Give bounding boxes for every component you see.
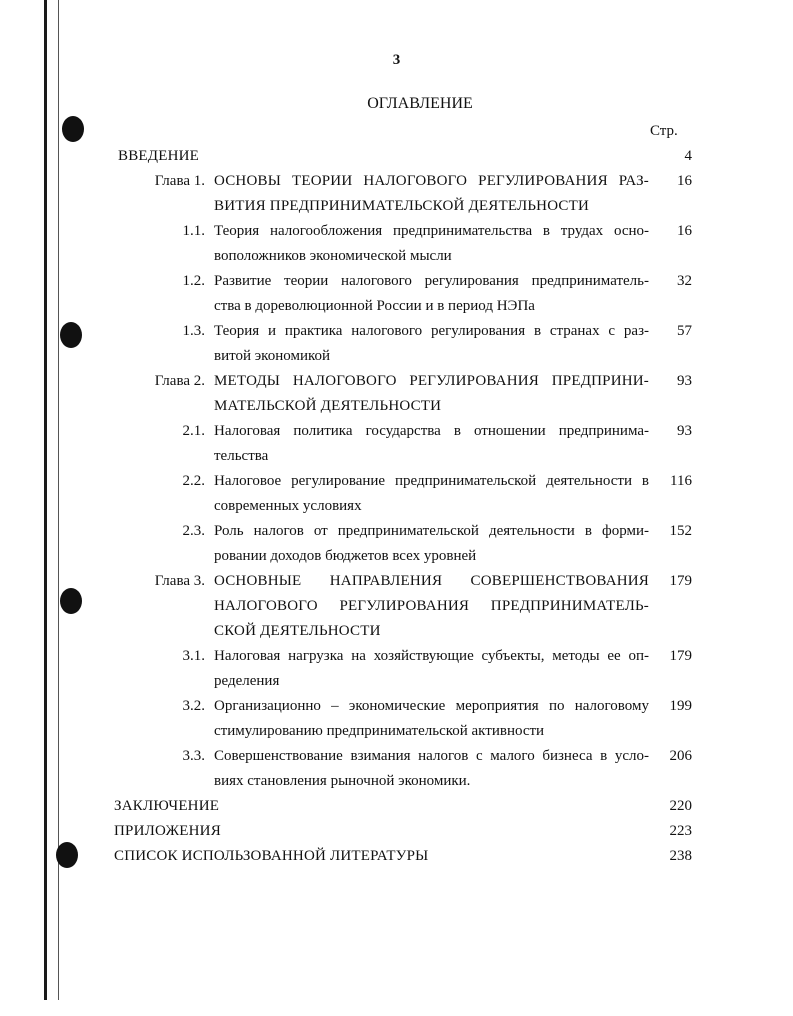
- punch-hole: [60, 588, 82, 614]
- toc-page-number: 16: [677, 223, 692, 239]
- toc-page-number: 4: [684, 148, 692, 164]
- toc-entry-text: Налоговая политика государства в отношении предпринима-: [214, 423, 649, 439]
- toc-entry-text: МЕТОДЫ НАЛОГОВОГО РЕГУЛИРОВАНИЯ ПРЕДПРИНИ-: [214, 373, 649, 389]
- toc-entry-text: ОСНОВНЫЕ НАПРАВЛЕНИЯ СОВЕРШЕНСТВОВАНИЯ: [214, 573, 649, 589]
- toc-entry-text: Налоговая нагрузка на хозяйствующие субъекты, методы ее оп-: [214, 648, 649, 664]
- toc-entry-text: ределения: [214, 673, 280, 689]
- page-number: 3: [392, 52, 401, 68]
- toc-entry-text: Теория и практика налогового регулирования в странах с раз-: [214, 323, 649, 339]
- toc-entry-text: воположников экономической мысли: [214, 248, 452, 264]
- toc-entry-text: современных условиях: [214, 498, 362, 514]
- toc-page-number: 179: [669, 648, 692, 664]
- toc-entry-text: НАЛОГОВОГО РЕГУЛИРОВАНИЯ ПРЕДПРИНИМАТЕЛЬ-: [214, 598, 649, 614]
- toc-entry-text: Теория налогообложения предпринимательства в трудах осно-: [214, 223, 649, 239]
- toc-page-number: 93: [677, 373, 692, 389]
- toc-entry-text: Развитие теории налогового регулирования предприниматель-: [214, 273, 649, 289]
- toc-entry-text: тельства: [214, 448, 269, 464]
- toc-entry-text: ВИТИЯ ПРЕДПРИНИМАТЕЛЬСКОЙ ДЕЯТЕЛЬНОСТИ: [214, 198, 590, 214]
- toc-entry-label: 2.1.: [182, 423, 205, 439]
- toc-section-title: ПРИЛОЖЕНИЯ: [114, 823, 221, 839]
- toc-page-number: 16: [677, 173, 692, 189]
- toc-entry-text: ровании доходов бюджетов всех уровней: [214, 548, 477, 564]
- toc-entry-label: 1.1.: [182, 223, 205, 239]
- toc-entry-label: 1.2.: [182, 273, 205, 289]
- toc-entry-text: СКОЙ ДЕЯТЕЛЬНОСТИ: [214, 623, 381, 639]
- toc-page-number: 32: [677, 273, 692, 289]
- toc-entry-text: ства в дореволюционной России и в период НЭПа: [214, 298, 535, 314]
- toc-entry-text: витой экономикой: [214, 348, 331, 364]
- toc-entry-label: Глава 3.: [154, 573, 205, 589]
- toc-entry-label: 3.1.: [182, 648, 205, 664]
- toc-entry-text: Организационно – экономические мероприятия по налоговому: [214, 698, 649, 714]
- toc-entry-text: Совершенствование взимания налогов с малого бизнеса в усло-: [214, 748, 649, 764]
- toc-entry-label: 2.2.: [182, 473, 205, 489]
- toc-page-number: 152: [669, 523, 692, 539]
- toc-entry-text: МАТЕЛЬСКОЙ ДЕЯТЕЛЬНОСТИ: [214, 398, 442, 414]
- toc-entry-text: ОСНОВЫ ТЕОРИИ НАЛОГОВОГО РЕГУЛИРОВАНИЯ РАЗ-: [214, 173, 649, 189]
- toc-page-number: 179: [669, 573, 692, 589]
- toc-section-title: СПИСОК ИСПОЛЬЗОВАННОЙ ЛИТЕРАТУРЫ: [114, 848, 429, 864]
- toc-page-number: 199: [669, 698, 692, 714]
- punch-hole: [56, 842, 78, 868]
- page-column-label: Стр.: [650, 123, 678, 139]
- toc-entry-label: Глава 2.: [154, 373, 205, 389]
- toc-entry-label: 1.3.: [182, 323, 205, 339]
- toc-page-number: 223: [669, 823, 692, 839]
- toc-page-number: 206: [669, 748, 692, 764]
- punch-hole: [60, 322, 82, 348]
- toc-entry-text: Роль налогов от предпринимательской деятельности в форми-: [214, 523, 649, 539]
- toc-entry-label: 2.3.: [182, 523, 205, 539]
- toc-entry-text: виях становления рыночной экономики.: [214, 773, 471, 789]
- toc-page-number: 57: [677, 323, 692, 339]
- toc-entry-text: Налоговое регулирование предпринимательской деятельности в: [214, 473, 649, 489]
- toc-page-number: 238: [669, 848, 692, 864]
- binding-line: [44, 0, 47, 1000]
- toc-title: ОГЛАВЛЕНИЕ: [367, 95, 473, 112]
- punch-hole: [62, 116, 84, 142]
- toc-entry-label: 3.2.: [182, 698, 205, 714]
- toc-section-title: ВВЕДЕНИЕ: [118, 148, 199, 164]
- toc-page-number: 220: [669, 798, 692, 814]
- toc-entry-text: стимулированию предпринимательской активности: [214, 723, 545, 739]
- toc-section-title: ЗАКЛЮЧЕНИЕ: [114, 798, 220, 814]
- toc-entry-label: 3.3.: [182, 748, 205, 764]
- toc-page-number: 116: [670, 473, 692, 489]
- toc-entry-label: Глава 1.: [154, 173, 205, 189]
- toc-page-number: 93: [677, 423, 692, 439]
